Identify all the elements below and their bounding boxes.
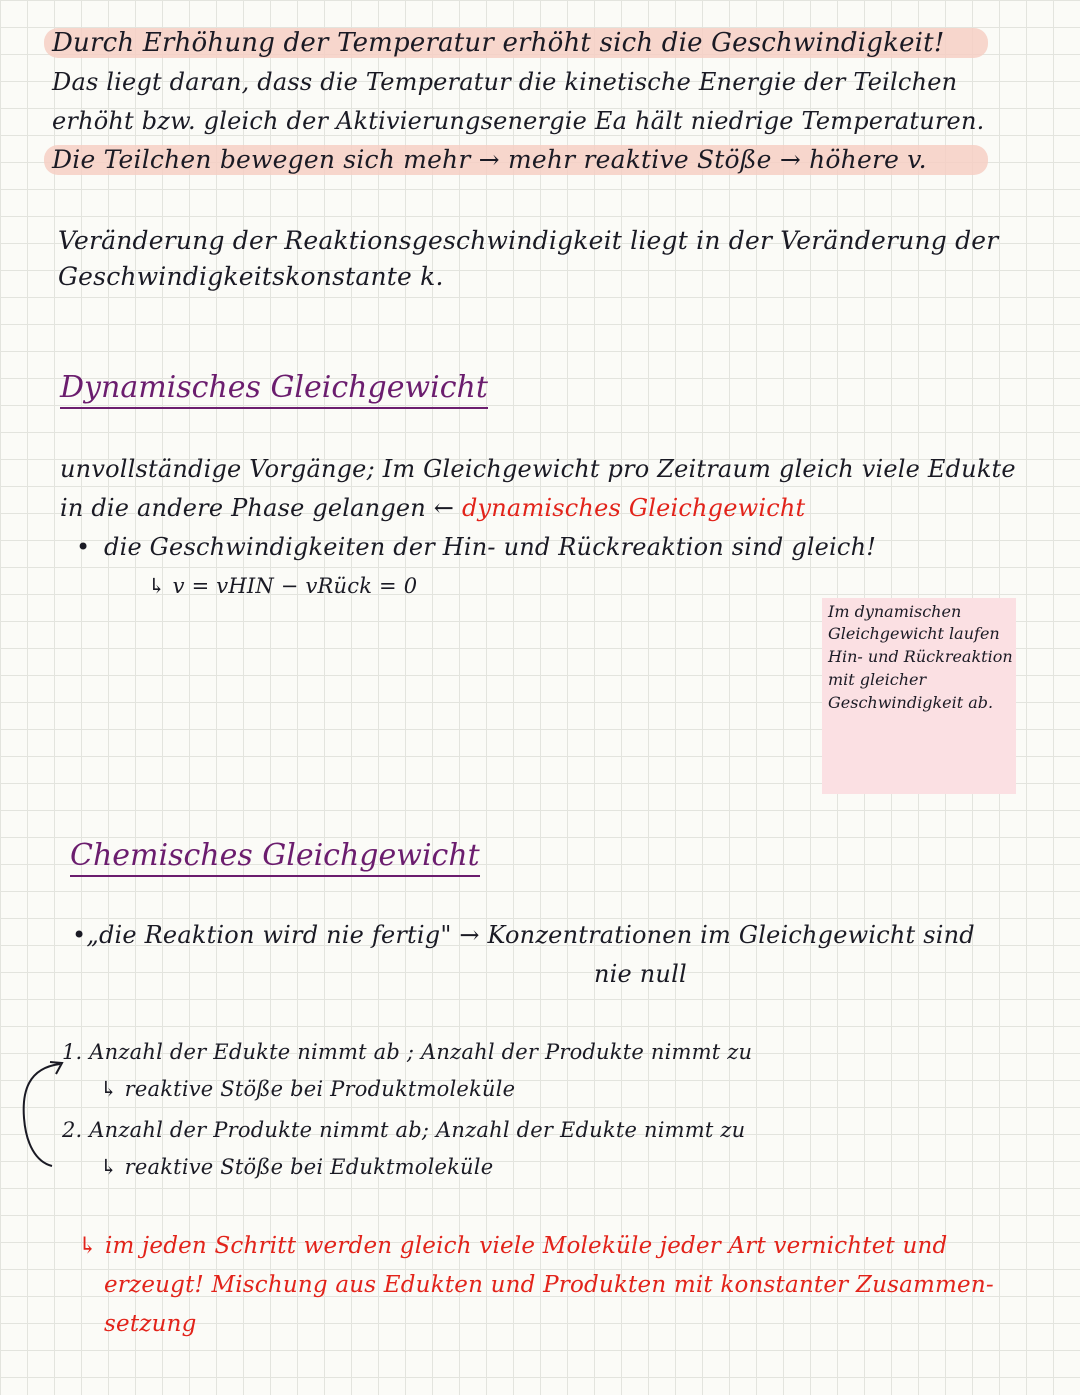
list-item-1: 1. Anzahl der Edukte nimmt ab ; Anzahl der Produkte nimmt zu: [62, 1040, 753, 1064]
list-item-2-sub: ↳ reaktive Stöße bei Eduktmoleküle: [100, 1155, 494, 1179]
list-item-2: 2. Anzahl der Produkte nimmt ab; Anzahl der Edukte nimmt zu: [62, 1118, 746, 1142]
note-line-5: Geschwindigkeit ab.: [828, 693, 994, 712]
dynamic-line-2: [60, 494, 805, 522]
note-line-3: Hin- und Rückreaktion: [828, 647, 1013, 666]
intro-line-4: Die Teilchen bewegen sich mehr → mehr reaktive Stöße → höhere v.: [52, 145, 927, 174]
intro-line-5: Veränderung der Reaktionsgeschwindigkeit liegt in der Veränderung der: [58, 226, 999, 255]
note-line-1: Im dynamischen: [828, 602, 962, 621]
dynamic-equilibrium-term: dynamisches Gleichgewicht: [461, 494, 806, 522]
intro-line-6: Geschwindigkeitskonstante k.: [58, 262, 444, 291]
note-line-4: mit gleicher: [828, 670, 927, 689]
heading-dynamic-equilibrium: Dynamisches Gleichgewicht: [60, 370, 488, 409]
rate-formula: ↳ v = vHIN − vRück = 0: [148, 574, 418, 598]
dynamic-line-1: unvollständige Vorgänge; Im Gleichgewicht pro Zeitraum gleich viele Edukte: [60, 455, 1016, 483]
conclusion-line-2: erzeugt! Mischung aus Edukten und Produkten mit konstanter Zusammen-: [104, 1272, 994, 1298]
chemical-line-2: nie null: [594, 960, 687, 988]
dynamic-line-3: die Geschwindigkeiten der Hin- und Rückreaktion sind gleich!: [104, 533, 877, 561]
list-item-1-sub: ↳ reaktive Stöße bei Produktmoleküle: [100, 1077, 516, 1101]
conclusion-line-3: setzung: [104, 1311, 197, 1337]
heading-chemical-equilibrium: Chemisches Gleichgewicht: [70, 838, 480, 877]
note-line-2: Gleichgewicht laufen: [828, 624, 1000, 643]
intro-line-1: Durch Erhöhung der Temperatur erhöht sich die Geschwindigkeit!: [52, 28, 945, 58]
chemical-line-1: •„die Reaktion wird nie fertig" → Konzentrationen im Gleichgewicht sind: [72, 921, 975, 949]
intro-line-2: Das liegt daran, dass die Temperatur die kinetische Energie der Teilchen: [52, 68, 958, 96]
bullet-dot: •: [76, 533, 91, 561]
cycle-arrow-icon: [8, 1058, 68, 1178]
conclusion-line-1: ↳ im jeden Schritt werden gleich viele Moleküle jeder Art vernichtet und: [78, 1233, 948, 1259]
dynamic-line-2-text: in die andere Phase gelangen ←: [60, 494, 455, 522]
intro-line-3: erhöht bzw. gleich der Aktivierungsenergie Ea hält niedrige Temperaturen.: [52, 107, 985, 135]
